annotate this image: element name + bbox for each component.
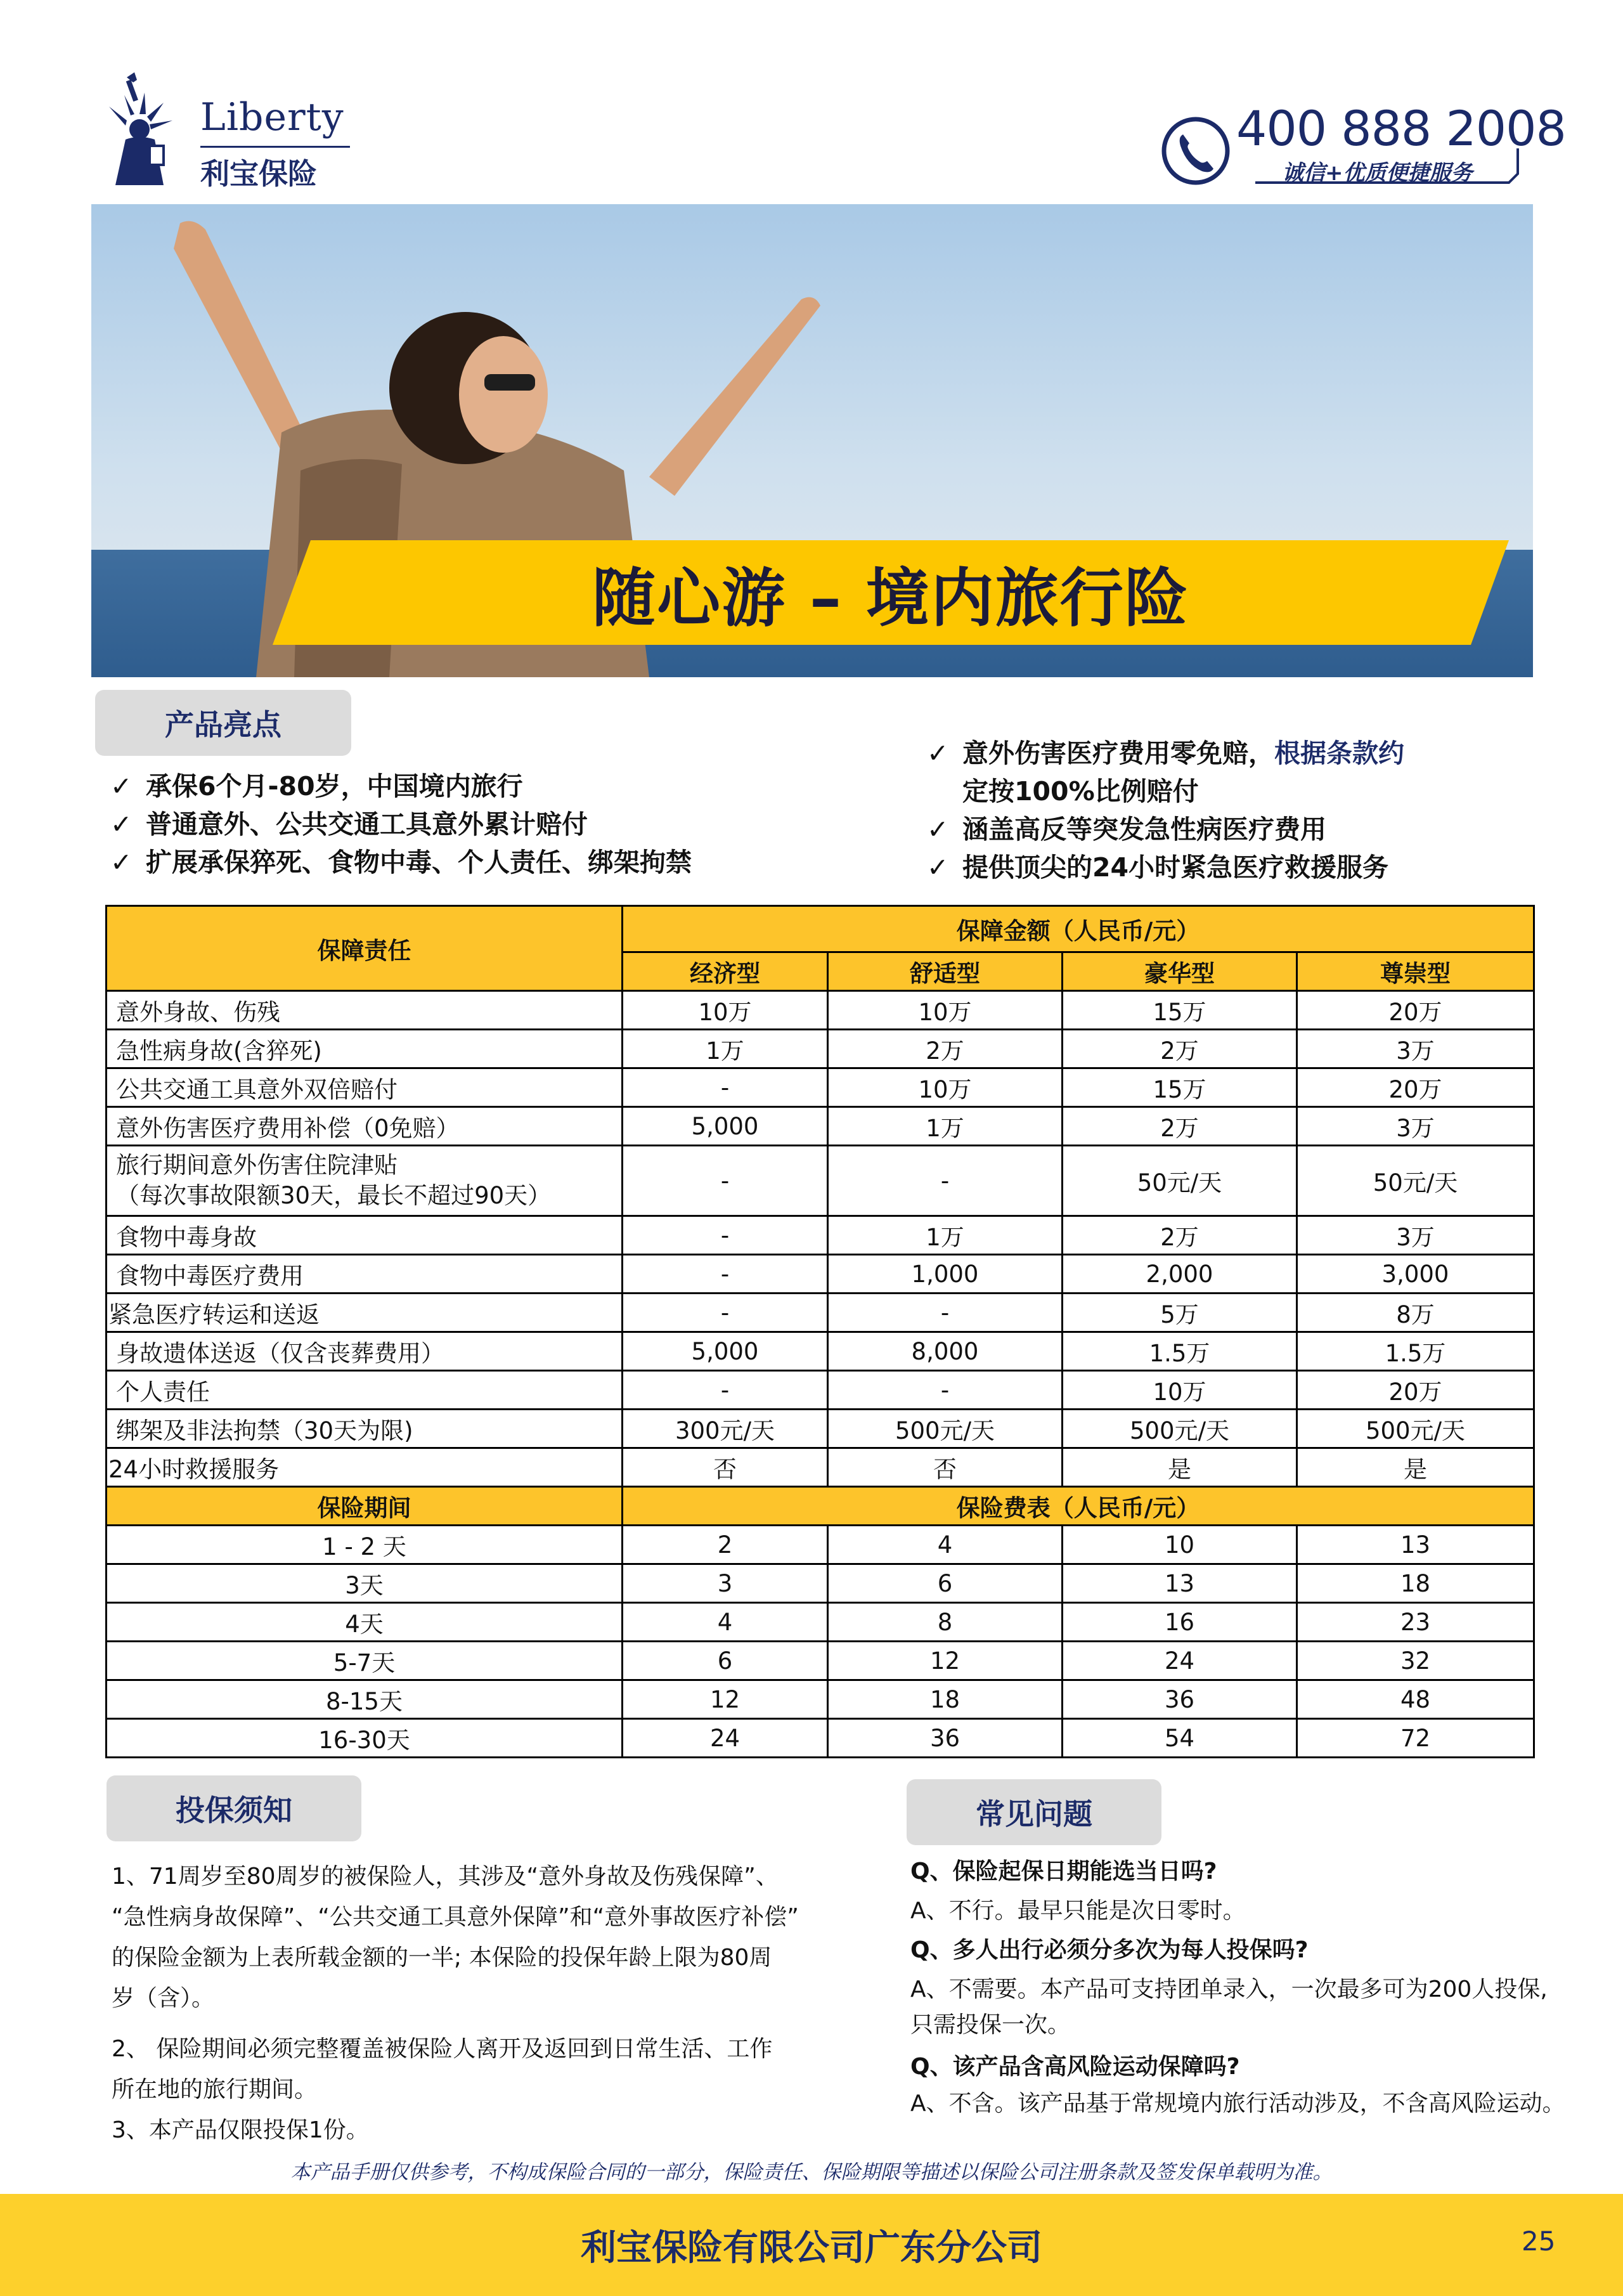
table-cell: 2万 [1063,1030,1297,1068]
table-cell: 10万 [828,991,1063,1030]
premium-row [107,1680,1534,1719]
period-cell: 16-30天 [107,1719,623,1758]
table-cell: 3万 [1297,1107,1534,1146]
table-cell: 300元/天 [623,1410,828,1448]
faq-answer: A、不需要。本产品可支持团单录入，一次最多可为200人投保, 只需投保一次。 [910,1976,1548,2038]
coverage-premium-table [105,905,1535,1758]
faq-question: Q、该产品含高风险运动保障吗? [910,2054,1240,2080]
table-row [107,1146,1534,1216]
table-cell: 15万 [1063,991,1297,1030]
coverage-item: 食物中毒身故 [107,1216,623,1255]
plan-header: 豪华型 [1063,952,1297,991]
table-row [107,1068,1534,1107]
highlights-right-list [927,734,1404,886]
coverage-item: 身故遗体送返（仅含丧葬费用） [107,1332,623,1371]
table-row [107,1255,1534,1294]
coverage-item: 急性病身故(含猝死) [107,1030,623,1068]
table-cell: 20万 [1297,1371,1534,1410]
table-cell: 15万 [1063,1068,1297,1107]
highlight-item: ✓ 意外伤害医疗费用零免赔，根据条款约 [927,734,1404,772]
logo-chinese-name: 利宝保险 [200,157,317,191]
table-cell: - [623,1146,828,1216]
highlight-item: ✓ 普通意外、公共交通工具意外累计赔付 [110,805,692,843]
table-cell: 5,000 [623,1332,828,1371]
phone-handset-icon [1180,134,1213,172]
table-cell: 2万 [828,1030,1063,1068]
table-row [107,1294,1534,1332]
table-cell: 3万 [1297,1030,1534,1068]
table-cell: 10万 [828,1068,1063,1107]
table-cell: 50元/天 [1063,1146,1297,1216]
table-cell: 8,000 [828,1332,1063,1371]
period-cell: 1 - 2 天 [107,1526,623,1564]
period-cell: 8-15天 [107,1680,623,1719]
table-cell: 否 [828,1448,1063,1487]
table-cell: 3万 [1297,1216,1534,1255]
premium-row [107,1603,1534,1642]
table-cell: 3 [623,1564,828,1603]
table-cell: 500元/天 [1063,1410,1297,1448]
logo-underline [200,146,350,148]
page-number: 25 [1522,2226,1556,2257]
table-cell: 20万 [1297,991,1534,1030]
plan-header: 舒适型 [828,952,1063,991]
table-cell: 是 [1063,1448,1297,1487]
table-cell: 72 [1297,1719,1534,1758]
premium-row [107,1719,1534,1758]
table-cell: 18 [1297,1564,1534,1603]
table-row [107,1216,1534,1255]
table-cell: 1.5万 [1297,1332,1534,1371]
table-cell: - [623,1216,828,1255]
table-header-row [107,906,1534,952]
table-cell: - [828,1294,1063,1332]
notice-heading: 投保须知 [107,1775,361,1841]
coverage-item: 紧急医疗转运和送返 [107,1294,623,1332]
table-cell: 10万 [623,991,828,1030]
table-cell: 1,000 [828,1255,1063,1294]
table-cell: 4 [828,1526,1063,1564]
table-cell: 20万 [1297,1068,1534,1107]
table-cell: 否 [623,1448,828,1487]
checkmark-icon: ✓ [927,738,949,769]
notice-text: 1、71周岁至80周岁的被保险人，其涉及“意外身故及伤残保障”、 “急性病身故保障”、“公共交通工具意外保障”和“意外事故医疗补偿” 的保险金额为上表所载金额的一半; 本保险的投保年龄上限为80周 岁（含）。 2、 保险期间必须完整覆盖被保险人离开及返回到日常生活、工作 所在地的旅行期间。 3、本产品仅限投保1份。 [112,1864,799,2143]
coverage-item: 个人责任 [107,1371,623,1410]
table-row [107,1107,1534,1146]
table-cell: 32 [1297,1642,1534,1680]
checkmark-icon: ✓ [927,814,949,845]
table-cell: 48 [1297,1680,1534,1719]
table-cell: 1万 [828,1107,1063,1146]
highlight-item-continued: 定按100%比例赔付 [962,776,1199,807]
highlight-item: ✓ 扩展承保猝死、食物中毒、个人责任、绑架拘禁 [110,843,692,881]
table-cell: 2 [623,1526,828,1564]
premium-row [107,1642,1534,1680]
table-cell: 10 [1063,1526,1297,1564]
highlights-heading: 产品亮点 [95,690,351,756]
highlight-item: ✓ 涵盖高反等突发急性病医疗费用 [927,810,1404,848]
coverage-item: 意外伤害医疗费用补偿（0免赔） [107,1107,623,1146]
table-cell: 24 [1063,1642,1297,1680]
faq-question: Q、多人出行必须分多次为每人投保吗? [910,1937,1309,1963]
table-cell: - [828,1146,1063,1216]
coverage-item: 绑架及非法拘禁（30天为限) [107,1410,623,1448]
amount-header: 保障金额（人民币/元） [623,906,1534,952]
coverage-column-header: 保障责任 [107,906,623,991]
period-cell: 4天 [107,1603,623,1642]
table-cell: 4 [623,1603,828,1642]
table-cell: 5,000 [623,1107,828,1146]
table-row [107,991,1534,1030]
table-cell: 23 [1297,1603,1534,1642]
table-cell: 1.5万 [1063,1332,1297,1371]
table-cell: 5万 [1063,1294,1297,1332]
table-cell: 2万 [1063,1216,1297,1255]
period-header: 保险期间 [107,1487,623,1526]
table-cell: 13 [1063,1564,1297,1603]
table-cell: 36 [828,1719,1063,1758]
coverage-item: 旅行期间意外伤害住院津贴 （每次事故限额30天，最长不超过90天） [107,1146,623,1216]
table-cell: 18 [828,1680,1063,1719]
coverage-item: 公共交通工具意外双倍赔付 [107,1068,623,1107]
premium-header: 保险费表（人民币/元） [623,1487,1534,1526]
coverage-item: 24小时救援服务 [107,1448,623,1487]
highlights-left-list [110,767,692,881]
faq-answer: A、不行。最早只能是次日零时。 [910,1898,1246,1924]
table-cell: - [623,1068,828,1107]
faq-heading: 常见问题 [907,1779,1161,1845]
table-cell: 6 [623,1642,828,1680]
table-cell: 1万 [828,1216,1063,1255]
table-row [107,1030,1534,1068]
faq-question: Q、保险起保日期能选当日吗? [910,1858,1217,1884]
table-cell: 12 [828,1642,1063,1680]
table-cell: 8 [828,1603,1063,1642]
table-cell: 24 [623,1719,828,1758]
table-cell: 6 [828,1564,1063,1603]
table-cell: 50元/天 [1297,1146,1534,1216]
premium-row [107,1564,1534,1603]
plan-header: 经济型 [623,952,828,991]
table-row [107,1332,1534,1371]
table-cell: 8万 [1297,1294,1534,1332]
table-cell: - [828,1371,1063,1410]
period-cell: 5-7天 [107,1642,623,1680]
table-row [107,1410,1534,1448]
table-cell: 500元/天 [828,1410,1063,1448]
table-cell: 54 [1063,1719,1297,1758]
table-cell: 16 [1063,1603,1297,1642]
highlight-item: ✓ 提供顶尖的24小时紧急医疗救援服务 [927,848,1404,886]
table-cell: 10万 [1063,1371,1297,1410]
highlight-item: ✓ 承保6个月-80岁，中国境内旅行 [110,767,692,805]
plan-header: 尊崇型 [1297,952,1534,991]
coverage-item: 意外身故、伤残 [107,991,623,1030]
table-cell: 2万 [1063,1107,1297,1146]
table-cell: 13 [1297,1526,1534,1564]
checkmark-icon: ✓ [110,809,133,840]
table-cell: 12 [623,1680,828,1719]
faq-list [910,1853,1614,2122]
hotline-slogan: 诚信+优质便捷服务 [1282,160,1473,186]
table-cell: - [623,1255,828,1294]
footer-company-name: 利宝保险有限公司广东分公司 [581,2226,1042,2269]
checkmark-icon: ✓ [110,771,133,801]
period-cell: 3天 [107,1564,623,1603]
premium-header-row [107,1487,1534,1526]
table-cell: 3,000 [1297,1255,1534,1294]
table-row [107,1448,1534,1487]
premium-row [107,1526,1534,1564]
coverage-item: 食物中毒医疗费用 [107,1255,623,1294]
checkmark-icon: ✓ [927,852,949,883]
checkmark-icon: ✓ [110,847,133,878]
table-cell: 是 [1297,1448,1534,1487]
table-row [107,1371,1534,1410]
disclaimer: 本产品手册仅供参考，不构成保险合同的一部分，保险责任、保险期限等描述以保险公司注册条款及签发保单载明为准。 [290,2161,1333,2184]
hotline-number: 400 888 2008 [1236,100,1566,157]
logo-wordmark: Liberty [200,95,344,139]
table-cell: 36 [1063,1680,1297,1719]
table-cell: 500元/天 [1297,1410,1534,1448]
table-cell: 1万 [623,1030,828,1068]
product-title: 随心游 – 境内旅行险 [592,561,1189,635]
table-cell: - [623,1294,828,1332]
table-cell: 2,000 [1063,1255,1297,1294]
faq-answer: A、不含。该产品基于常规境内旅行活动涉及，不含高风险运动。 [910,2091,1565,2117]
table-cell: - [623,1371,828,1410]
